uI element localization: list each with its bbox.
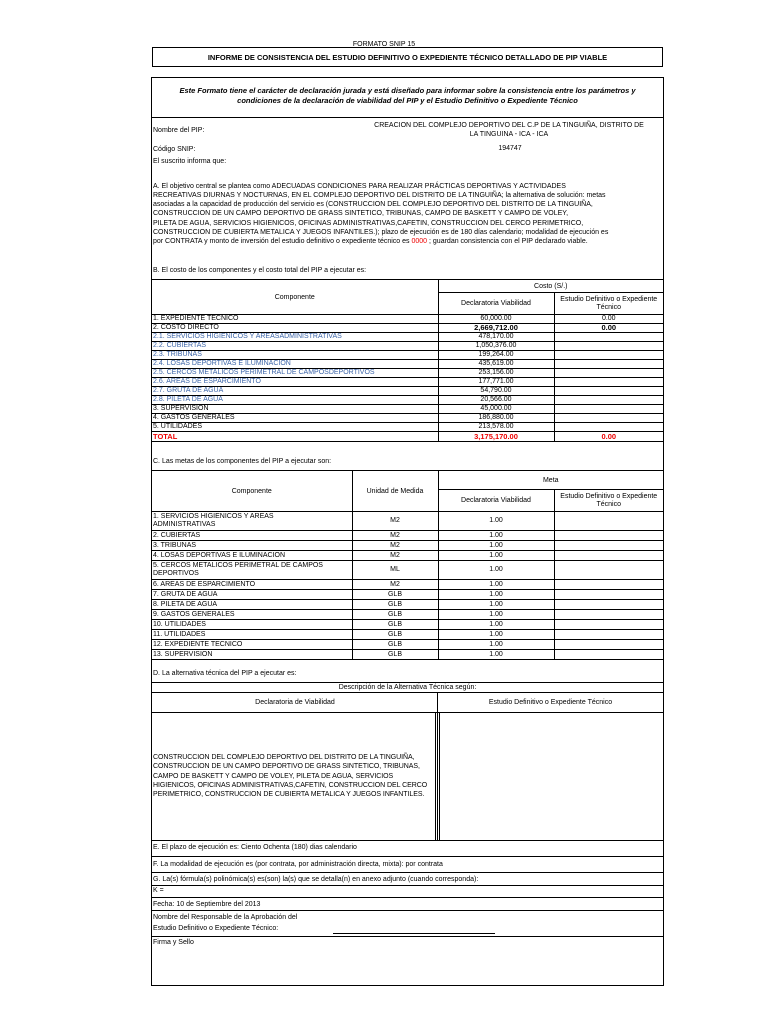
goal-row-unit: M2 bbox=[352, 512, 438, 531]
cost-row bbox=[152, 378, 663, 387]
alt-text-line: HIGIENICOS, OFICINAS ADMINISTRATIVAS,CAFETIN, CONSTRUCCION DEL CERCO bbox=[153, 782, 428, 789]
total-est: 0.00 bbox=[554, 432, 663, 442]
goal-row bbox=[152, 580, 663, 590]
goal-row bbox=[152, 630, 663, 640]
goals-col-viab: Declaratoria Viabilidad bbox=[438, 490, 554, 512]
cost-row-name: 2.1. SERVICIOS HIGIENICOS Y AREASADMINISTRATIVAS bbox=[152, 333, 438, 342]
goal-row-unit: M2 bbox=[352, 541, 438, 551]
goal-name-line: 8. PILETA DE AGUA bbox=[153, 600, 218, 608]
section-a-line bbox=[153, 237, 588, 246]
goal-row bbox=[152, 600, 663, 610]
goal-name-line: 1. SERVICIOS HIGIENICOS Y AREAS bbox=[153, 513, 274, 520]
alt-text-line: CAMPO DE BASKETT Y CAMPO DE VOLEY, PILETA DE AGUA, SERVICIOS bbox=[153, 773, 394, 780]
intro-line-2: condiciones de la declaración de viabilidad del PIP y el Estudio Definitivo o Expediente Técnico bbox=[237, 96, 578, 105]
divider bbox=[152, 712, 663, 713]
cost-row bbox=[152, 405, 663, 414]
goal-name-line: 9. GASTOS GENERALES bbox=[153, 610, 235, 618]
cost-row-viab: 435,619.00 bbox=[438, 360, 554, 369]
goal-row-est bbox=[554, 512, 663, 531]
section-c-label: C. Las metas de los componentes del PIP a ejecutar son: bbox=[153, 458, 332, 465]
goal-row bbox=[152, 620, 663, 630]
alt-text-line: CONSTRUCCION DE UN CAMPO DEPORTIVO DE GRASS SINTETICO, TRIBUNAS, bbox=[153, 763, 420, 770]
goal-row-name bbox=[152, 531, 352, 541]
goal-row-viab: 1.00 bbox=[438, 590, 554, 600]
cost-row-viab: 1,050,376.00 bbox=[438, 342, 554, 351]
goal-row-name bbox=[152, 541, 352, 551]
goal-row-est bbox=[554, 610, 663, 620]
goal-row-name bbox=[152, 561, 352, 580]
goal-row-viab: 1.00 bbox=[438, 650, 554, 660]
section-a-line: PILETA DE AGUA, SERVICIOS HIGIENICOS, OFICINAS ADMINISTRATIVAS,CAFETIN, CONSTRUCCION DEL CERCO PERIMETRICO, bbox=[153, 220, 584, 227]
cost-row bbox=[152, 315, 663, 324]
cost-row-est bbox=[554, 414, 663, 423]
cost-row-est bbox=[554, 360, 663, 369]
cost-row-name: 2.2. CUBIERTAS bbox=[152, 342, 438, 351]
cost-row-viab: 177,771.00 bbox=[438, 378, 554, 387]
goal-row-est bbox=[554, 650, 663, 660]
goal-name-line: 2. CUBIERTAS bbox=[153, 531, 201, 539]
goal-row-name bbox=[152, 650, 352, 660]
cost-row-name: 5. UTILIDADES bbox=[152, 423, 438, 432]
pip-name-label: Nombre del PIP: bbox=[153, 127, 205, 134]
total-label: TOTAL bbox=[152, 432, 438, 442]
cost-row-viab: 199,264.00 bbox=[438, 351, 554, 360]
goal-row-est bbox=[554, 531, 663, 541]
cost-row-est bbox=[554, 378, 663, 387]
alt-text-line: PERIMETRICO, CONSTRUCCION DE CUBIERTA METALICA Y JUEGOS INFANTILES. bbox=[153, 791, 425, 798]
goal-name-line: 11. UTILIDADES bbox=[153, 630, 206, 638]
goal-row-name bbox=[152, 610, 352, 620]
section-a-line: A. El objetivo central se plantea como ADECUADAS CONDICIONES PARA REALIZAR PRÁCTICAS DEPORTIVAS Y ACTIVIDADES bbox=[153, 183, 566, 190]
goal-row-est bbox=[554, 600, 663, 610]
goal-name-line: DEPORTIVOS bbox=[153, 570, 199, 577]
divider bbox=[152, 910, 663, 911]
title-box bbox=[152, 47, 663, 67]
divider bbox=[435, 712, 436, 840]
investment-amount: 0000 bbox=[411, 238, 428, 245]
goal-row-est bbox=[554, 630, 663, 640]
section-a-line: CONSTRUCCION DE CUBIERTA METALICA Y JUEGOS INFANTILES.); plazo de ejecución es de 180 días calendario; modalidad de ejecución es bbox=[153, 229, 609, 236]
cost-row-est bbox=[554, 396, 663, 405]
cost-row-est bbox=[554, 405, 663, 414]
k-value: K = bbox=[153, 887, 164, 894]
cost-row-viab: 60,000.00 bbox=[438, 315, 554, 324]
cost-row-name: 2.3. TRIBUNAS bbox=[152, 351, 438, 360]
alt-text-line: CONSTRUCCION DEL COMPLEJO DEPORTIVO DEL DISTRITO DE LA TINGUIÑA, bbox=[153, 754, 415, 761]
cost-row bbox=[152, 324, 663, 333]
goal-row bbox=[152, 541, 663, 551]
cost-col-est: Estudio Definitivo o Expediente Técnico bbox=[554, 293, 663, 315]
goal-name-line: 10. UTILIDADES bbox=[153, 620, 206, 628]
cost-row-viab: 20,566.00 bbox=[438, 396, 554, 405]
cost-col-viab: Declaratoria Viabilidad bbox=[438, 293, 554, 315]
goal-row-unit: GLB bbox=[352, 640, 438, 650]
snip-value: 194747 bbox=[498, 145, 522, 152]
goal-row-unit: GLB bbox=[352, 650, 438, 660]
cost-row-viab: 253,156.00 bbox=[438, 369, 554, 378]
cost-row-viab: 213,578.00 bbox=[438, 423, 554, 432]
goal-row-est bbox=[554, 640, 663, 650]
cost-row-name: 2.8. PILETA DE AGUA bbox=[152, 396, 438, 405]
intro-line-1: Este Formato tiene el carácter de declaración jurada y está diseñado para informar sobre la consistencia entre los parámetros y bbox=[179, 86, 636, 95]
cost-row-est bbox=[554, 333, 663, 342]
goal-row-unit: ML bbox=[352, 561, 438, 580]
goal-row-viab: 1.00 bbox=[438, 610, 554, 620]
goals-col-component: Componente bbox=[152, 471, 352, 512]
alt-col-viab: Declaratoria de Viabilidad bbox=[255, 699, 335, 706]
cost-row-est bbox=[554, 351, 663, 360]
goal-row bbox=[152, 640, 663, 650]
cost-row-name: 2.6. AREAS DE ESPARCIMIENTO bbox=[152, 378, 438, 387]
goal-row-viab: 1.00 bbox=[438, 640, 554, 650]
divider bbox=[152, 885, 663, 886]
cost-header: Costo (S/.) bbox=[438, 280, 663, 293]
goal-name-line: 6. AREAS DE ESPARCIMIENTO bbox=[153, 580, 256, 588]
goal-row-unit: GLB bbox=[352, 630, 438, 640]
cost-row-est bbox=[554, 369, 663, 378]
divider bbox=[437, 692, 438, 840]
goal-row-viab: 1.00 bbox=[438, 580, 554, 590]
goal-row-unit: GLB bbox=[352, 600, 438, 610]
cost-row-viab: 45,000.00 bbox=[438, 405, 554, 414]
goal-row-name bbox=[152, 512, 352, 531]
goal-row-est bbox=[554, 620, 663, 630]
section-a-text: ; guardan consistencia con el PIP declarado viable. bbox=[427, 238, 588, 245]
goal-row-viab: 1.00 bbox=[438, 600, 554, 610]
goal-row-name bbox=[152, 551, 352, 561]
goal-row bbox=[152, 610, 663, 620]
goal-row bbox=[152, 512, 663, 531]
goal-row-unit: GLB bbox=[352, 590, 438, 600]
goal-row-name bbox=[152, 600, 352, 610]
goal-row-est bbox=[554, 580, 663, 590]
cost-table bbox=[152, 279, 663, 442]
cost-row-est bbox=[554, 387, 663, 396]
cost-row-est: 0.00 bbox=[554, 315, 663, 324]
goal-row-est bbox=[554, 541, 663, 551]
divider bbox=[152, 692, 663, 693]
format-label: FORMATO SNIP 15 bbox=[352, 41, 416, 48]
cost-row-est bbox=[554, 342, 663, 351]
divider bbox=[152, 840, 663, 841]
cost-row bbox=[152, 333, 663, 342]
goal-row-viab: 1.00 bbox=[438, 512, 554, 531]
cost-row-name: 2. COSTO DIRECTO bbox=[152, 324, 438, 333]
cost-row bbox=[152, 423, 663, 432]
divider bbox=[152, 856, 663, 857]
cost-row-viab: 2,669,712.00 bbox=[438, 324, 554, 333]
goal-row-unit: GLB bbox=[352, 610, 438, 620]
cost-row bbox=[152, 360, 663, 369]
goal-row-name bbox=[152, 630, 352, 640]
informs-text: El suscrito informa que: bbox=[153, 158, 227, 165]
document-title: INFORME DE CONSISTENCIA DEL ESTUDIO DEFINITIVO O EXPEDIENTE TÉCNICO DETALLADO DE PIP VIABLE bbox=[207, 53, 608, 62]
goal-row-viab: 1.00 bbox=[438, 541, 554, 551]
goal-row-viab: 1.00 bbox=[438, 561, 554, 580]
divider bbox=[152, 872, 663, 873]
cost-row-name: 2.7. GRUTA DE AGUA bbox=[152, 387, 438, 396]
alt-col-est: Estudio Definitivo o Expediente Técnico bbox=[488, 699, 613, 706]
responsible-label-1: Nombre del Responsable de la Aprobación del bbox=[153, 914, 298, 921]
cost-row-viab: 186,880.00 bbox=[438, 414, 554, 423]
cost-row bbox=[152, 414, 663, 423]
goal-row-name bbox=[152, 590, 352, 600]
cost-row bbox=[152, 351, 663, 360]
goal-name-line: 12. EXPEDIENTE TECNICO bbox=[153, 640, 243, 648]
goal-row-est bbox=[554, 551, 663, 561]
goal-name-line: 3. TRIBUNAS bbox=[153, 541, 197, 549]
cost-row-est bbox=[554, 423, 663, 432]
cost-row bbox=[152, 396, 663, 405]
signature-label: Firma y Sello bbox=[153, 939, 194, 946]
goal-row-name bbox=[152, 640, 352, 650]
date-text: Fecha: 10 de Septiembre del 2013 bbox=[153, 901, 261, 908]
goals-col-est: Estudio Definitivo o Expediente Técnico bbox=[554, 490, 663, 512]
goal-row-name bbox=[152, 620, 352, 630]
total-viab: 3,175,170.00 bbox=[438, 432, 554, 442]
divider bbox=[152, 936, 663, 937]
section-b-label: B. El costo de los componentes y el costo total del PIP a ejecutar es: bbox=[153, 267, 367, 274]
section-d-label: D. La alternativa técnica del PIP a ejecutar es: bbox=[153, 670, 297, 677]
exec-term: E. El plazo de ejecución es: Ciento Ochenta (180) dias calendario bbox=[153, 844, 357, 851]
section-a-text: por CONTRATA y monto de inversión del estudio definitivo o expediente técnico es bbox=[153, 238, 412, 245]
formula-text: G. La(s) fórmula(s) polinómica(s) es(son) la(s) que se detalla(n) en anexo adjunto (cuando corresponda): bbox=[153, 876, 479, 883]
goal-row bbox=[152, 551, 663, 561]
cost-row bbox=[152, 342, 663, 351]
cost-row-name: 3. SUPERVISION bbox=[152, 405, 438, 414]
responsible-signature-line bbox=[333, 933, 495, 934]
goal-row-name bbox=[152, 580, 352, 590]
goal-row bbox=[152, 531, 663, 541]
goal-row-viab: 1.00 bbox=[438, 531, 554, 541]
goals-col-unit: Unidad de Medida bbox=[352, 471, 438, 512]
goal-name-line: 4. LOSAS DEPORTIVAS E ILUMINACION bbox=[153, 551, 285, 559]
goal-row-viab: 1.00 bbox=[438, 551, 554, 561]
goal-row-est bbox=[554, 590, 663, 600]
goals-table bbox=[152, 470, 663, 660]
goal-row-unit: M2 bbox=[352, 531, 438, 541]
goal-name-line: 13. SUPERVISION bbox=[153, 650, 213, 658]
goal-name-line: 7. GRUTA DE AGUA bbox=[153, 590, 218, 598]
goal-name-line: ADMINISTRATIVAS bbox=[153, 521, 216, 528]
goal-row bbox=[152, 561, 663, 580]
goal-row-viab: 1.00 bbox=[438, 630, 554, 640]
cost-row-est: 0.00 bbox=[554, 324, 663, 333]
cost-col-component: Componente bbox=[152, 280, 438, 315]
cost-row-name: 4. GASTOS GENERALES bbox=[152, 414, 438, 423]
cost-row-name: 2.4. LOSAS DEPORTIVAS E ILUMINACION bbox=[152, 360, 438, 369]
goal-row-unit: M2 bbox=[352, 580, 438, 590]
pip-name-line-1: CREACION DEL COMPLEJO DEPORTIVO DEL C.P DE LA TINGUIÑA, DISTRITO DE bbox=[374, 122, 644, 129]
snip-label: Código SNIP: bbox=[153, 146, 196, 153]
goal-row-unit: M2 bbox=[352, 551, 438, 561]
alt-desc-header: Descripción de la Alternativa Técnica según: bbox=[338, 684, 477, 691]
exec-mode: F. La modalidad de ejecución es (por contrata, por administración directa, mixta): por contrata bbox=[153, 861, 443, 868]
goal-row bbox=[152, 650, 663, 660]
goal-row-est bbox=[554, 561, 663, 580]
cost-row-viab: 478,170.00 bbox=[438, 333, 554, 342]
goal-row bbox=[152, 590, 663, 600]
section-a-line: asociadas a la capacidad de producción del servicio es (CONSTRUCCION DEL COMPLEJO DEPORTIVO DEL DISTRITO DE LA TINGUIÑA, bbox=[153, 201, 593, 208]
section-a-line: CONSTRUCCION DE UN CAMPO DEPORTIVO DE GRASS SINTETICO, TRIBUNAS, CAMPO DE BASKETT Y CAMPO DE VOLEY, bbox=[153, 210, 569, 217]
section-a-line: RECREATIVAS DIURNAS Y NOCTURNAS, EN EL COMPLEJO DEPORTIVO DEL DISTRITO DE LA TINGUIÑA; la alternativa de solución: metas bbox=[153, 192, 606, 199]
cost-row-name: 2.5. CERCOS METALICOS PERIMETRAL DE CAMPOSDEPORTIVOS bbox=[152, 369, 438, 378]
goal-row-viab: 1.00 bbox=[438, 620, 554, 630]
divider bbox=[152, 117, 663, 118]
goal-row-unit: GLB bbox=[352, 620, 438, 630]
cost-row bbox=[152, 387, 663, 396]
divider bbox=[152, 897, 663, 898]
goal-name-line: 5. CERCOS METALICOS PERIMETRAL DE CAMPOS bbox=[153, 562, 323, 569]
divider bbox=[439, 712, 440, 840]
cost-row-viab: 54,790.00 bbox=[438, 387, 554, 396]
meta-header: Meta bbox=[438, 471, 663, 490]
pip-name-line-2: LA TINGUINA - ICA - ICA bbox=[469, 131, 549, 138]
responsible-label-2: Estudio Definitivo o Expediente Técnico: bbox=[153, 925, 279, 932]
cost-row-name: 1. EXPEDIENTE TECNICO bbox=[152, 315, 438, 324]
cost-row bbox=[152, 369, 663, 378]
